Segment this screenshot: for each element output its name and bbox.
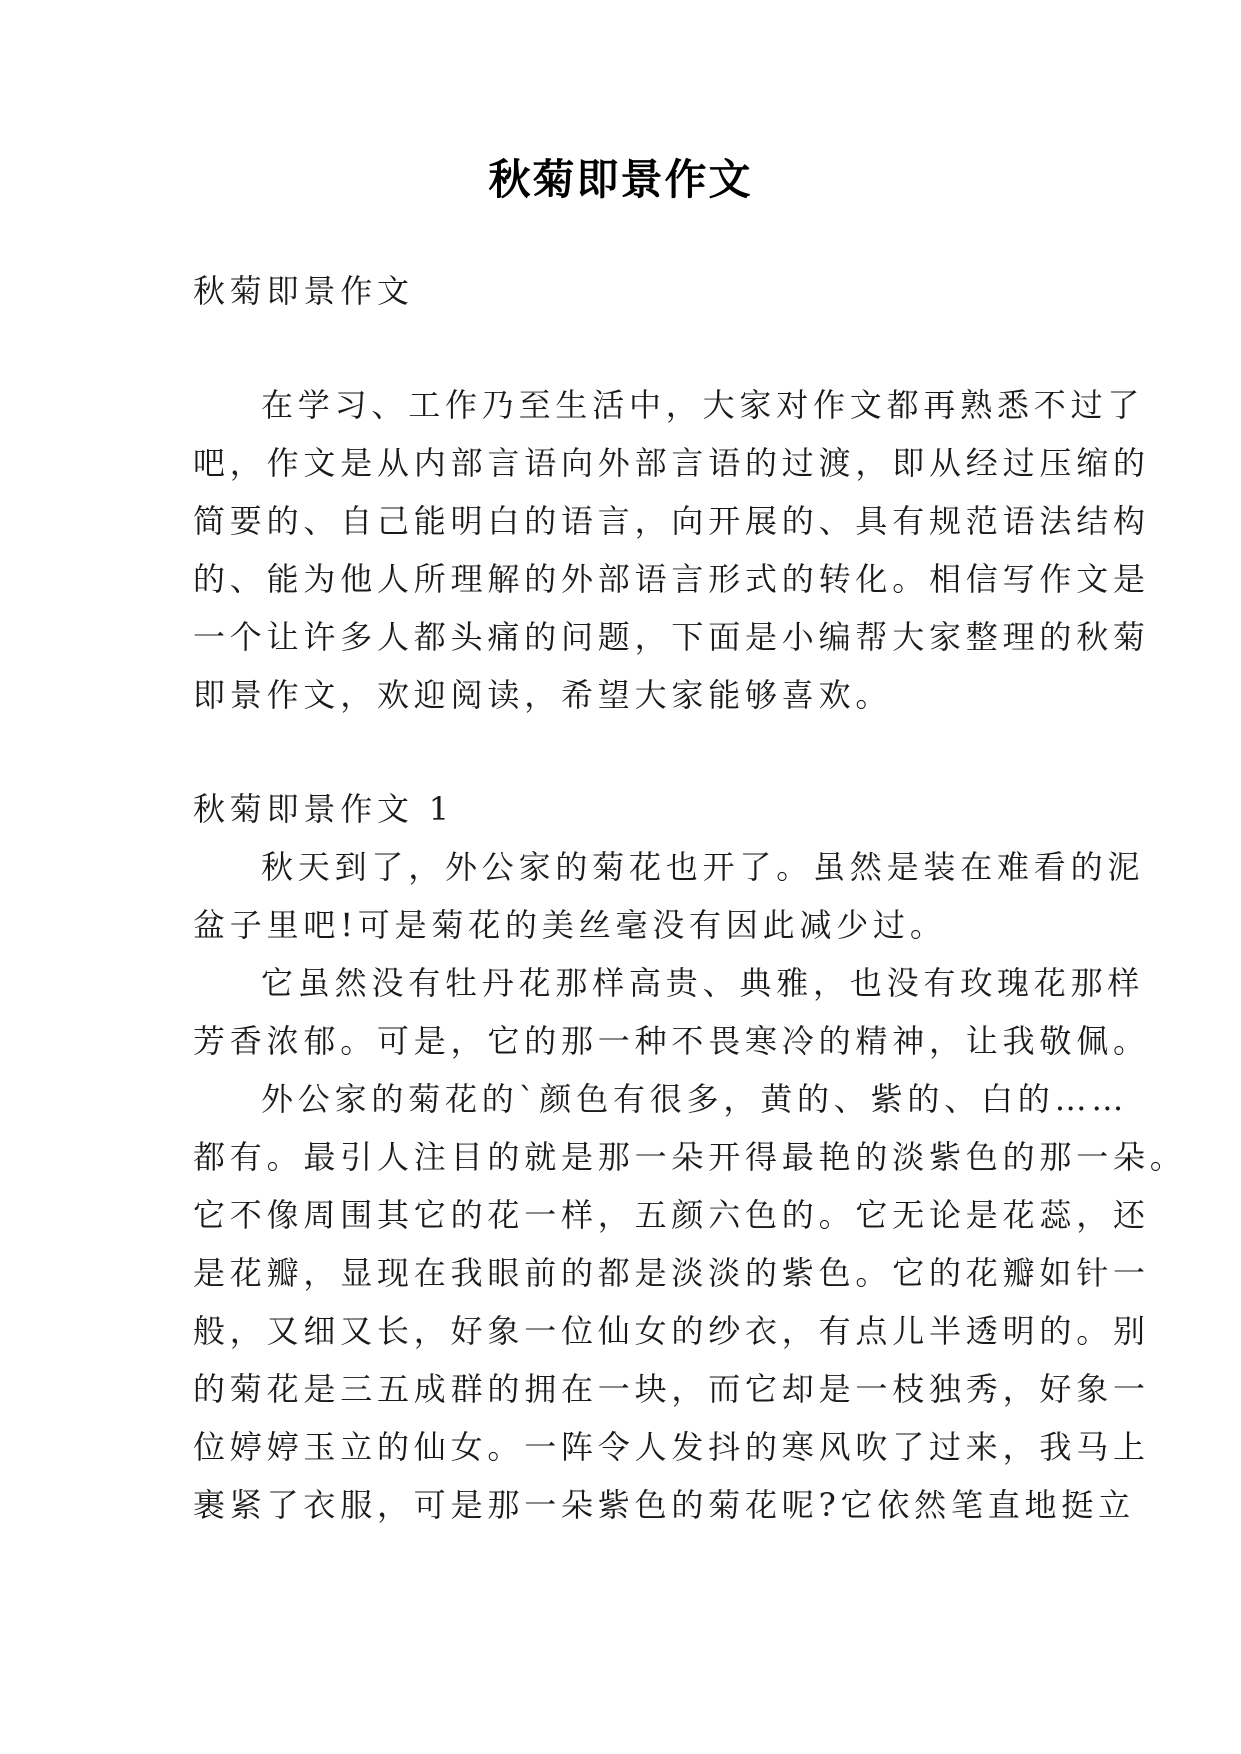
paragraph-line: 芳香浓郁。可是，它的那一种不畏寒冷的精神，让我敬佩。 [193,1022,1150,1060]
paragraph-line: 简要的、自己能明白的语言，向开展的、具有规范语法结构 [193,502,1150,540]
paragraph-line: 它虽然没有牡丹花那样高贵、典雅，也没有玫瑰花那样 [261,964,1145,1002]
paragraph-3 [193,1070,1187,1534]
paragraph-line: 在学习、工作乃至生活中，大家对作文都再熟悉不过了 [261,386,1145,424]
paragraph-line: 的、能为他人所理解的外部语言形式的转化。相信写作文是 [193,560,1150,598]
paragraph-line: 都有。最引人注目的就是那一朵开得最艳的淡紫色的那一朵。 [193,1138,1187,1176]
paragraph-line: 即景作文，欢迎阅读，希望大家能够喜欢。 [193,676,893,714]
document-title: 秋菊即景作文 [488,155,753,204]
paragraph-1 [193,838,1145,954]
paragraph-line: 位婷婷玉立的仙女。一阵令人发抖的寒风吹了过来，我马上 [193,1428,1150,1466]
paragraph-line: 裹紧了衣服，可是那一朵紫色的菊花呢?它依然笔直地挺立 [193,1486,1135,1524]
document-subtitle: 秋菊即景作文 [193,272,414,310]
paragraph-line: 盆子里吧!可是菊花的美丝毫没有因此减少过。 [193,906,947,944]
paragraph-line: 是花瓣，显现在我眼前的都是淡淡的紫色。它的花瓣如针一 [193,1254,1150,1292]
paragraph-2 [193,954,1150,1070]
section-heading: 秋菊即景作文 1 [193,790,454,828]
intro-paragraph [193,376,1150,724]
paragraph-line: 般，又细又长，好象一位仙女的纱衣，有点儿半透明的。别 [193,1312,1150,1350]
document-body [193,262,1187,1534]
paragraph-line: 的菊花是三五成群的拥在一块，而它却是一枝独秀，好象一 [193,1370,1150,1408]
paragraph-line: 外公家的菊花的`颜色有很多，黄的、紫的、白的…… [261,1080,1129,1118]
paragraph-line: 秋天到了，外公家的菊花也开了。虽然是装在难看的泥 [261,848,1145,886]
paragraph-line: 吧，作文是从内部言语向外部言语的过渡，即从经过压缩的 [193,444,1150,482]
paragraph-line: 一个让许多人都头痛的问题，下面是小编帮大家整理的秋菊 [193,618,1150,656]
paragraph-line: 它不像周围其它的花一样，五颜六色的。它无论是花蕊，还 [193,1196,1150,1234]
